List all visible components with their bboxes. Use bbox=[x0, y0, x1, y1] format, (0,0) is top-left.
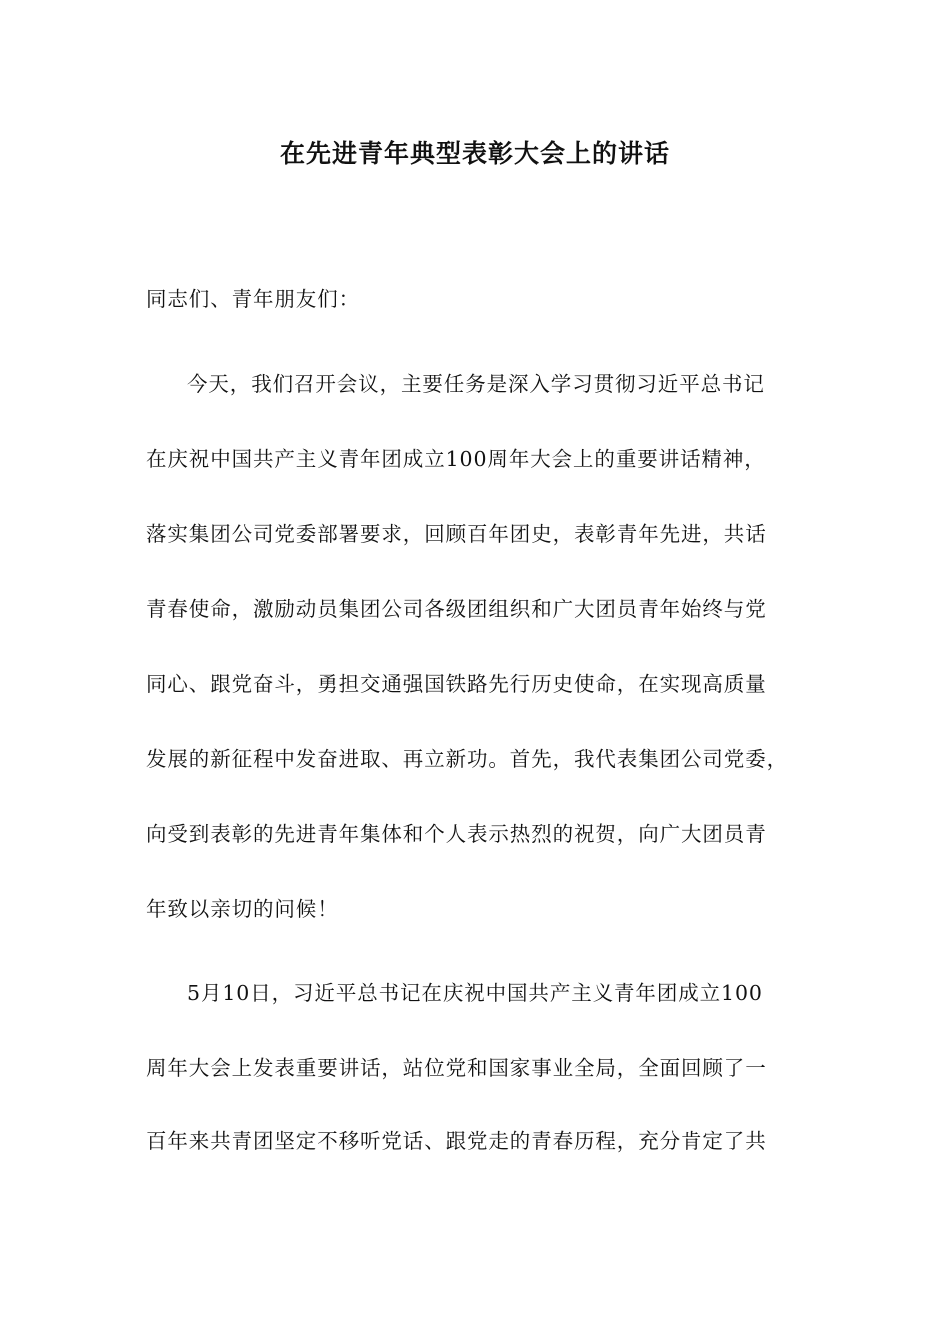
paragraph-line: 5月10日，习近平总书记在庆祝中国共产主义青年团成立100 bbox=[187, 981, 763, 1005]
paragraph-line: 发展的新征程中发奋进取、再立新功。首先，我代表集团公司党委， bbox=[146, 747, 788, 771]
paragraph-line: 向受到表彰的先进青年集体和个人表示热烈的祝贺，向广大团员青 bbox=[146, 822, 767, 846]
paragraph-line: 同心、跟党奋斗，勇担交通强国铁路先行历史使命，在实现高质量 bbox=[146, 672, 767, 696]
paragraph-line: 百年来共青团坚定不移听党话、跟党走的青春历程，充分肯定了共 bbox=[146, 1129, 767, 1153]
paragraph-line: 青春使命，激励动员集团公司各级团组织和广大团员青年始终与党 bbox=[146, 597, 767, 621]
paragraph-line: 落实集团公司党委部署要求，回顾百年团史，表彰青年先进，共话 bbox=[146, 522, 767, 546]
paragraph-line: 今天，我们召开会议，主要任务是深入学习贯彻习近平总书记 bbox=[187, 372, 765, 396]
salutation: 同志们、青年朋友们： bbox=[146, 287, 360, 311]
paragraph-line: 在庆祝中国共产主义青年团成立100周年大会上的重要讲话精神， bbox=[146, 447, 766, 471]
paragraph-line: 周年大会上发表重要讲话，站位党和国家事业全局，全面回顾了一 bbox=[146, 1056, 767, 1080]
document-title: 在先进青年典型表彰大会上的讲话 bbox=[279, 139, 670, 168]
paragraph-line: 年致以亲切的问候！ bbox=[146, 897, 339, 921]
